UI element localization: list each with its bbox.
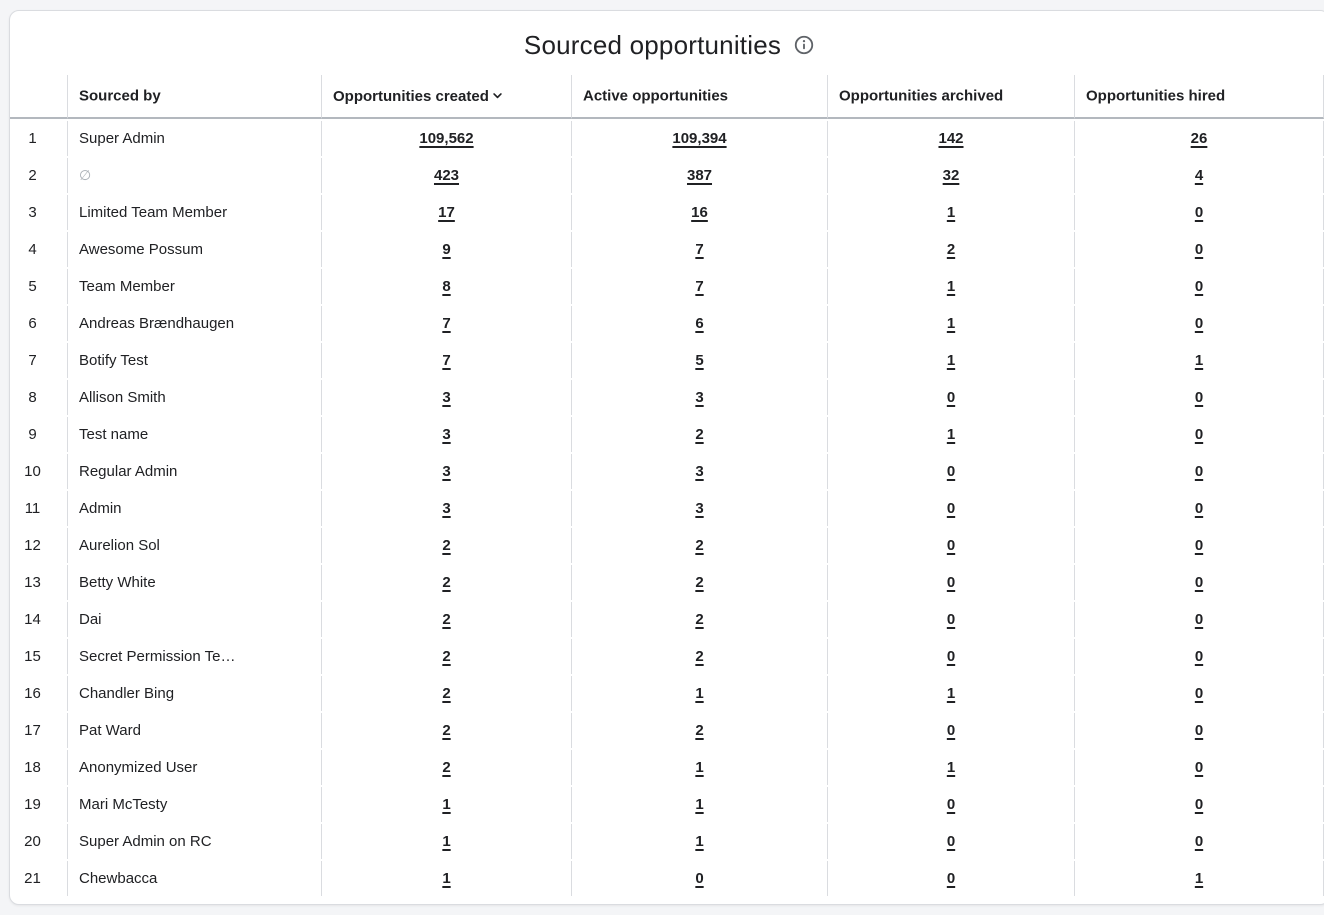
table-row [10,491,1324,526]
opportunities-archived-link[interactable]: 0 [946,833,956,850]
row-number: 19 [24,796,41,813]
active-opportunities-link[interactable]: 2 [695,537,704,554]
opportunities-hired-cell [1074,565,1323,600]
opportunities-archived-cell [827,121,1074,156]
row-number: 13 [24,574,41,591]
column-header-label: Opportunities created [333,87,489,105]
opportunities-created-cell [321,750,571,785]
table-row [10,158,1324,193]
opportunities-hired-cell [1074,713,1323,748]
opportunities-hired-cell [1074,232,1323,267]
opportunities-hired-link[interactable]: 0 [1194,722,1204,739]
active-opportunities-link[interactable]: 3 [695,500,704,517]
row-number: 12 [24,537,41,554]
table-row [10,380,1324,415]
active-opportunities-cell [571,269,827,304]
opportunities-hired-link[interactable]: 0 [1194,759,1204,776]
opportunities-hired-link[interactable]: 0 [1194,574,1204,591]
active-opportunities-link[interactable]: 2 [695,648,704,665]
sourced-by-cell: Limited Team Member [67,195,321,230]
opportunities-created-link[interactable]: 7 [442,352,451,369]
opportunities-archived-link[interactable]: 1 [946,278,956,295]
opportunities-hired-cell [1074,343,1323,378]
opportunities-archived-cell [827,417,1074,452]
opportunities-archived-link[interactable]: 0 [946,537,956,554]
row-number: 2 [28,167,37,184]
opportunities-archived-link[interactable]: 32 [942,167,960,184]
opportunities-hired-link[interactable]: 0 [1194,611,1204,628]
active-opportunities-cell [571,824,827,859]
row-number: 6 [28,315,37,332]
active-opportunities-link[interactable]: 7 [695,278,704,295]
card-title: Sourced opportunities [523,30,782,60]
opportunities-archived-link[interactable]: 1 [946,204,956,221]
sourced-opportunities-table [10,73,1324,898]
active-opportunities-cell [571,750,827,785]
row-number: 11 [24,500,41,517]
table-row [10,195,1324,230]
opportunities-created-cell [321,565,571,600]
opportunities-created-cell [321,454,571,489]
opportunities-archived-link[interactable]: 142 [938,130,964,147]
table-row [10,750,1324,785]
opportunities-created-link[interactable]: 3 [442,463,451,480]
table-header-row [10,75,1324,119]
active-opportunities-cell [571,417,827,452]
active-opportunities-cell [571,528,827,563]
opportunities-archived-link[interactable]: 0 [946,611,956,628]
active-opportunities-link[interactable]: 109,394 [672,130,727,147]
active-opportunities-link[interactable]: 1 [695,833,704,850]
opportunities-created-link[interactable]: 2 [442,611,451,628]
opportunities-archived-link[interactable]: 0 [946,574,956,591]
table-row [10,639,1324,674]
row-number: 15 [24,648,41,665]
opportunities-archived-cell [827,565,1074,600]
opportunities-created-link[interactable]: 423 [433,167,460,184]
sort-desc-icon [490,90,505,107]
opportunities-archived-link[interactable]: 0 [946,648,956,665]
opportunities-hired-cell [1074,195,1323,230]
active-opportunities-cell [571,158,827,193]
sourced-by-cell: Admin [67,491,321,526]
opportunities-created-cell [321,232,571,267]
sourced-by-cell: Betty White [67,565,321,600]
opportunities-archived-link[interactable]: 0 [946,500,956,517]
sourced-by-cell: Aurelion Sol [67,528,321,563]
opportunities-created-link[interactable]: 2 [442,648,451,665]
opportunities-hired-link[interactable]: 0 [1194,833,1204,850]
active-opportunities-link[interactable]: 2 [695,426,704,443]
opportunities-created-link[interactable]: 2 [442,759,451,776]
active-opportunities-cell [571,639,827,674]
active-opportunities-link[interactable]: 5 [695,352,704,369]
row-number: 21 [24,870,41,887]
opportunities-archived-cell [827,454,1074,489]
opportunities-hired-cell [1074,269,1323,304]
active-opportunities-link[interactable]: 1 [695,685,704,702]
opportunities-hired-cell [1074,306,1323,341]
opportunities-created-cell [321,639,571,674]
row-number: 18 [24,759,41,776]
opportunities-hired-link[interactable]: 0 [1194,648,1204,665]
opportunities-archived-link[interactable]: 1 [946,315,956,332]
opportunities-hired-link[interactable]: 0 [1194,315,1204,332]
opportunities-created-link[interactable]: 7 [442,315,451,332]
opportunities-hired-link[interactable]: 0 [1194,500,1204,517]
opportunities-hired-cell [1074,528,1323,563]
opportunities-hired-cell [1074,158,1323,193]
active-opportunities-cell [571,121,827,156]
opportunities-hired-link[interactable]: 1 [1194,352,1204,369]
table-row [10,787,1324,822]
opportunities-hired-link[interactable]: 26 [1190,130,1208,147]
active-opportunities-cell [571,306,827,341]
sourced-by-cell: Allison Smith [67,380,321,415]
opportunities-created-cell [321,269,571,304]
active-opportunities-cell [571,343,827,378]
sourced-by-cell: Pat Ward [67,713,321,748]
active-opportunities-cell [571,787,827,822]
sourced-by-cell: Chandler Bing [67,676,321,711]
opportunities-created-cell [321,676,571,711]
opportunities-hired-link[interactable]: 0 [1194,537,1204,554]
opportunities-hired-cell [1074,417,1323,452]
opportunities-hired-cell [1074,491,1323,526]
row-number: 9 [28,426,37,443]
opportunities-created-link[interactable]: 1 [442,870,451,887]
opportunities-hired-link[interactable]: 0 [1194,426,1204,443]
opportunities-created-link[interactable]: 3 [442,500,451,517]
sourced-by-cell: Secret Permission Te… [67,639,321,674]
opportunities-hired-cell [1074,750,1323,785]
row-number: 1 [28,130,37,147]
table-row [10,269,1324,304]
row-number-header [10,75,67,119]
active-opportunities-link[interactable]: 2 [695,611,704,628]
active-opportunities-cell [571,676,827,711]
column-header-label: Sourced by [79,87,161,105]
opportunities-created-cell [321,602,571,637]
opportunities-archived-cell [827,195,1074,230]
opportunities-archived-link[interactable]: 0 [946,722,956,739]
table-row [10,343,1324,378]
active-opportunities-link[interactable]: 2 [695,722,704,739]
row-number: 16 [24,685,41,702]
opportunities-hired-link[interactable]: 0 [1194,463,1204,480]
sourced-by-cell: Awesome Possum [67,232,321,267]
opportunities-created-link[interactable]: 2 [442,685,451,702]
opportunities-archived-cell [827,750,1074,785]
opportunities-created-cell [321,343,571,378]
opportunities-archived-cell [827,158,1074,193]
sourced-by-cell: Super Admin [67,121,321,156]
column-header-opportunities-created[interactable] [321,75,571,119]
active-opportunities-link[interactable]: 3 [695,389,704,406]
row-number: 5 [28,278,37,295]
column-header-active-opportunities[interactable] [571,75,827,119]
table-row [10,565,1324,600]
active-opportunities-cell [571,380,827,415]
opportunities-archived-link[interactable]: 0 [946,389,956,406]
opportunities-created-link[interactable]: 2 [442,537,451,554]
opportunities-created-link[interactable]: 1 [442,833,451,850]
opportunities-created-cell [321,528,571,563]
sourced-by-cell: Botify Test [67,343,321,378]
sourced-by-cell: Andreas Brændhaugen [67,306,321,341]
opportunities-archived-cell [827,713,1074,748]
opportunities-archived-cell [827,232,1074,267]
row-number: 7 [28,352,37,369]
opportunities-hired-link[interactable]: 4 [1194,167,1204,184]
opportunities-archived-cell [827,343,1074,378]
opportunities-archived-cell [827,269,1074,304]
opportunities-created-cell [321,787,571,822]
opportunities-created-cell [321,824,571,859]
opportunities-hired-link[interactable]: 0 [1194,278,1204,295]
table-row [10,306,1324,341]
opportunities-archived-cell [827,380,1074,415]
opportunities-archived-link[interactable]: 2 [946,241,956,258]
active-opportunities-link[interactable]: 7 [695,241,704,258]
row-number: 17 [24,722,41,739]
column-header-opportunities-archived[interactable] [827,75,1074,119]
sourced-by-cell: Super Admin on RC [67,824,321,859]
opportunities-created-cell [321,417,571,452]
opportunities-archived-cell [827,676,1074,711]
sourced-opportunities-card [9,10,1324,905]
opportunities-hired-cell [1074,861,1323,896]
active-opportunities-cell [571,454,827,489]
opportunities-created-link[interactable]: 1 [442,796,451,813]
opportunities-hired-cell [1074,676,1323,711]
table-row [10,713,1324,748]
opportunities-created-link[interactable]: 109,562 [419,130,474,147]
table-row [10,417,1324,452]
sourced-by-cell: Team Member [67,269,321,304]
active-opportunities-cell [571,861,827,896]
active-opportunities-link[interactable]: 2 [695,574,704,591]
opportunities-created-cell [321,195,571,230]
opportunities-archived-link[interactable]: 0 [946,463,956,480]
opportunities-hired-link[interactable]: 1 [1194,870,1204,887]
opportunities-created-cell [321,491,571,526]
opportunities-created-link[interactable]: 3 [442,426,451,443]
opportunities-archived-link[interactable]: 1 [946,759,956,776]
active-opportunities-cell [571,565,827,600]
active-opportunities-cell [571,602,827,637]
row-number: 14 [24,611,41,628]
opportunities-created-cell [321,121,571,156]
sourced-by-cell: Mari McTesty [67,787,321,822]
sourced-by-cell: Test name [67,417,321,452]
table-row [10,602,1324,637]
opportunities-created-link[interactable]: 8 [442,278,451,295]
opportunities-hired-cell [1074,824,1323,859]
active-opportunities-cell [571,232,827,267]
table-row [10,824,1324,859]
table-row [10,232,1324,267]
sourced-by-cell: Regular Admin [67,454,321,489]
column-header-label: Active opportunities [583,87,729,105]
opportunities-hired-cell [1074,639,1323,674]
opportunities-created-link[interactable]: 2 [442,722,451,739]
opportunities-archived-link[interactable]: 1 [946,685,956,702]
opportunities-archived-link[interactable]: 1 [946,352,956,369]
opportunities-hired-link[interactable]: 0 [1194,204,1204,221]
active-opportunities-link[interactable]: 0 [695,870,704,887]
table-row [10,861,1324,896]
opportunities-archived-cell [827,824,1074,859]
opportunities-hired-cell [1074,787,1323,822]
active-opportunities-link[interactable]: 387 [686,167,713,184]
opportunities-hired-cell [1074,380,1323,415]
column-header-opportunities-hired[interactable] [1074,75,1323,119]
table-row [10,528,1324,563]
column-header-label: Opportunities hired [1086,87,1226,105]
sourced-by-cell: Chewbacca [67,861,321,896]
opportunities-created-link[interactable]: 3 [442,389,451,406]
active-opportunities-cell [571,491,827,526]
active-opportunities-link[interactable]: 1 [695,796,704,813]
opportunities-archived-cell [827,602,1074,637]
opportunities-archived-cell [827,639,1074,674]
active-opportunities-link[interactable]: 3 [695,463,704,480]
active-opportunities-link[interactable]: 1 [695,759,704,776]
active-opportunities-link[interactable]: 6 [695,315,704,332]
opportunities-created-link[interactable]: 17 [438,204,455,221]
opportunities-hired-link[interactable]: 0 [1194,389,1204,406]
opportunities-created-link[interactable]: 9 [442,241,451,258]
opportunities-archived-cell [827,861,1074,896]
table-row [10,676,1324,711]
opportunities-hired-cell [1074,454,1323,489]
opportunities-hired-cell [1074,121,1323,156]
opportunities-created-cell [321,713,571,748]
opportunities-hired-link[interactable]: 0 [1194,241,1204,258]
opportunities-created-cell [321,306,571,341]
opportunities-archived-cell [827,528,1074,563]
opportunities-archived-link[interactable]: 0 [946,870,956,887]
column-header-sourced-by[interactable] [67,75,321,119]
opportunities-created-cell [321,861,571,896]
opportunities-created-link[interactable]: 2 [442,574,451,591]
active-opportunities-cell [571,713,827,748]
row-number: 4 [28,241,37,258]
table-row [10,121,1324,156]
active-opportunities-link[interactable]: 16 [691,204,708,221]
opportunities-archived-cell [827,787,1074,822]
opportunities-archived-cell [827,491,1074,526]
row-number: 3 [28,204,37,221]
sourced-by-cell: Anonymized User [67,750,321,785]
sourced-by-cell: ∅ [67,158,321,193]
opportunities-archived-cell [827,306,1074,341]
opportunities-created-cell [321,158,571,193]
opportunities-archived-link[interactable]: 0 [946,796,956,813]
info-icon[interactable] [793,34,815,56]
column-header-label: Opportunities archived [839,87,1004,105]
table-row [10,454,1324,489]
row-number: 8 [28,389,37,406]
opportunities-archived-link[interactable]: 1 [946,426,956,443]
row-number: 20 [24,833,41,850]
opportunities-hired-link[interactable]: 0 [1194,796,1204,813]
opportunities-hired-cell [1074,602,1323,637]
opportunities-created-cell [321,380,571,415]
card-header [10,11,1324,61]
opportunities-hired-link[interactable]: 0 [1194,685,1204,702]
row-number: 10 [24,463,41,480]
sourced-by-cell: Dai [67,602,321,637]
active-opportunities-cell [571,195,827,230]
